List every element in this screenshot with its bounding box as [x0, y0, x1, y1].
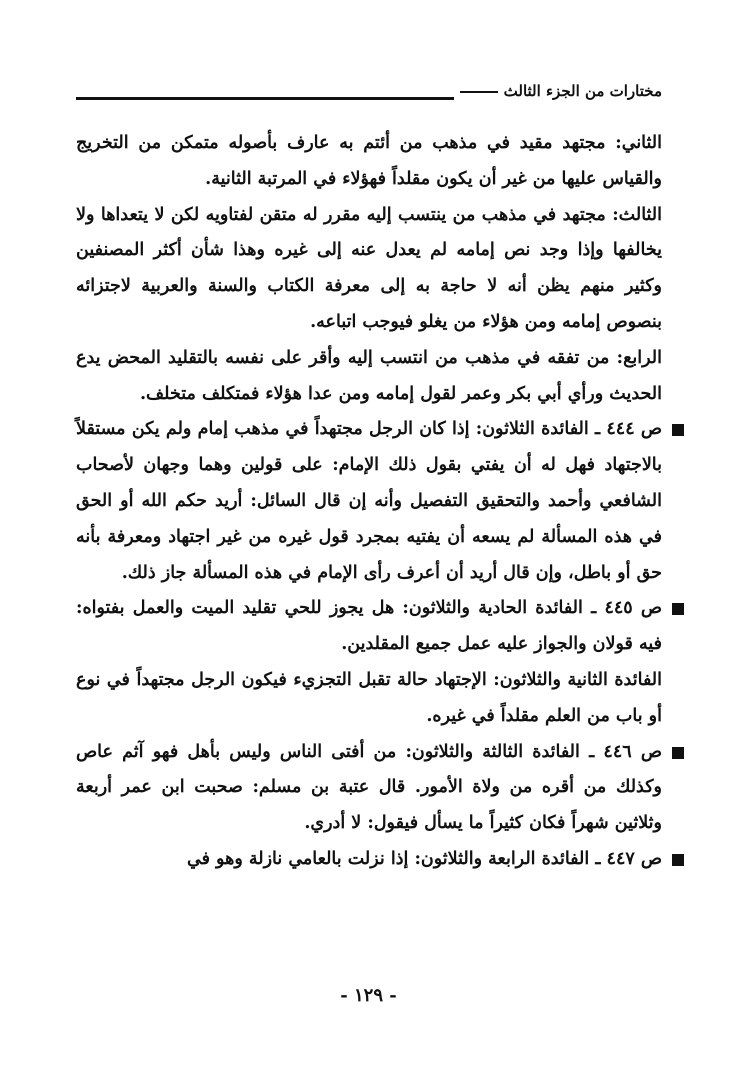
paragraph-fourth: الرابع: من تفقه في مذهب من انتسب إليه وأقر على نفسه بالتقليد المحض يدع الحديث ورأي أبي بكر وعمر لقول إمامه ومن عدا هؤلاء فمتكلف متخلف.: [76, 347, 662, 404]
paragraph-32nd-benefit: الفائدة الثانية والثلاثون: الإجتهاد حالة تقبل التجزيء فيكون الرجل مجتهداً في نوع أو باب من العلم مقلداً في غيره.: [76, 669, 662, 726]
paragraph-third: الثالث: مجتهد في مذهب من ينتسب إليه مقرر له متقن لفتاويه لكن لا يتعداها ولا يخالفها وإذا وجد نص إمامه لم يعدل عنه إلى غيره وهذا شأن أكثر المصنفين وكثير منهم يظن أنه لا حاجة به إلى معرفة الكتاب والسنة والعربية لاجتزائه بنصوص إمامه ومن هؤلاء من يغلو فيوجب اتباعه.: [76, 204, 662, 332]
page-body: [76, 126, 662, 878]
bullet-item-444: [76, 412, 662, 591]
bullet-item-446: [76, 735, 662, 842]
bullet-item-445: [76, 591, 662, 663]
square-bullet-icon: [672, 603, 684, 615]
bullet-text-445: ص ٤٤٥ ـ الفائدة الحادية والثلاثون: هل يجوز للحي تقليد الميت والعمل بفتواه: فيه قولان والجواز عليه عمل جميع المقلدين.: [76, 598, 663, 655]
bullet-text-447: ص ٤٤٧ ـ الفائدة الرابعة والثلاثون: إذا نزلت بالعامي نازلة وهو في: [187, 848, 662, 869]
square-bullet-icon: [672, 747, 684, 759]
bullet-item-447: [76, 842, 662, 878]
square-bullet-icon: [672, 854, 684, 866]
bullet-text-444: ص ٤٤٤ ـ الفائدة الثلاثون: إذا كان الرجل مجتهداً في مذهب إمام ولم يكن مستقلاً بالاجتهاد فهل له أن يفتي بقول ذلك الإمام: على قولين وهما وجهان لأصحاب الشافعي وأحمد والتحقيق التفصيل وأنه إن قال السائل: أريد حكم الله أو الحق في هذه المسألة لم يسعه أن يفتيه بمجرد قول غيره من غير اجتهاد ومعرفة بأنه حق أو باطل، وإن قال أريد أن أعرف رأى الإمام في هذه المسألة جاز ذلك.: [76, 419, 663, 583]
page-number: - ١٢٩ -: [340, 985, 397, 1006]
bullet-text-446: ص ٤٤٦ ـ الفائدة الثالثة والثلاثون: من أفتى الناس وليس بأهل فهو آثم عاص وكذلك من أقره من ولاة الأمور. قال عتبة بن مسلم: صحبت ابن عمر أربعة وثلاثين شهراً فكان كثيراً ما يسأل فيقول: لا أدري.: [76, 741, 662, 834]
running-header: [76, 80, 662, 104]
square-bullet-icon: [672, 424, 684, 436]
paragraph-second: الثاني: مجتهد مقيد في مذهب من أئتم به عارف بأصوله متمكن من التخريج والقياس عليها من غير أن يكون مقلداً فهؤلاء في المرتبة الثانية.: [76, 133, 662, 189]
header-title: مختارات من الجزء الثالث: [454, 80, 662, 102]
